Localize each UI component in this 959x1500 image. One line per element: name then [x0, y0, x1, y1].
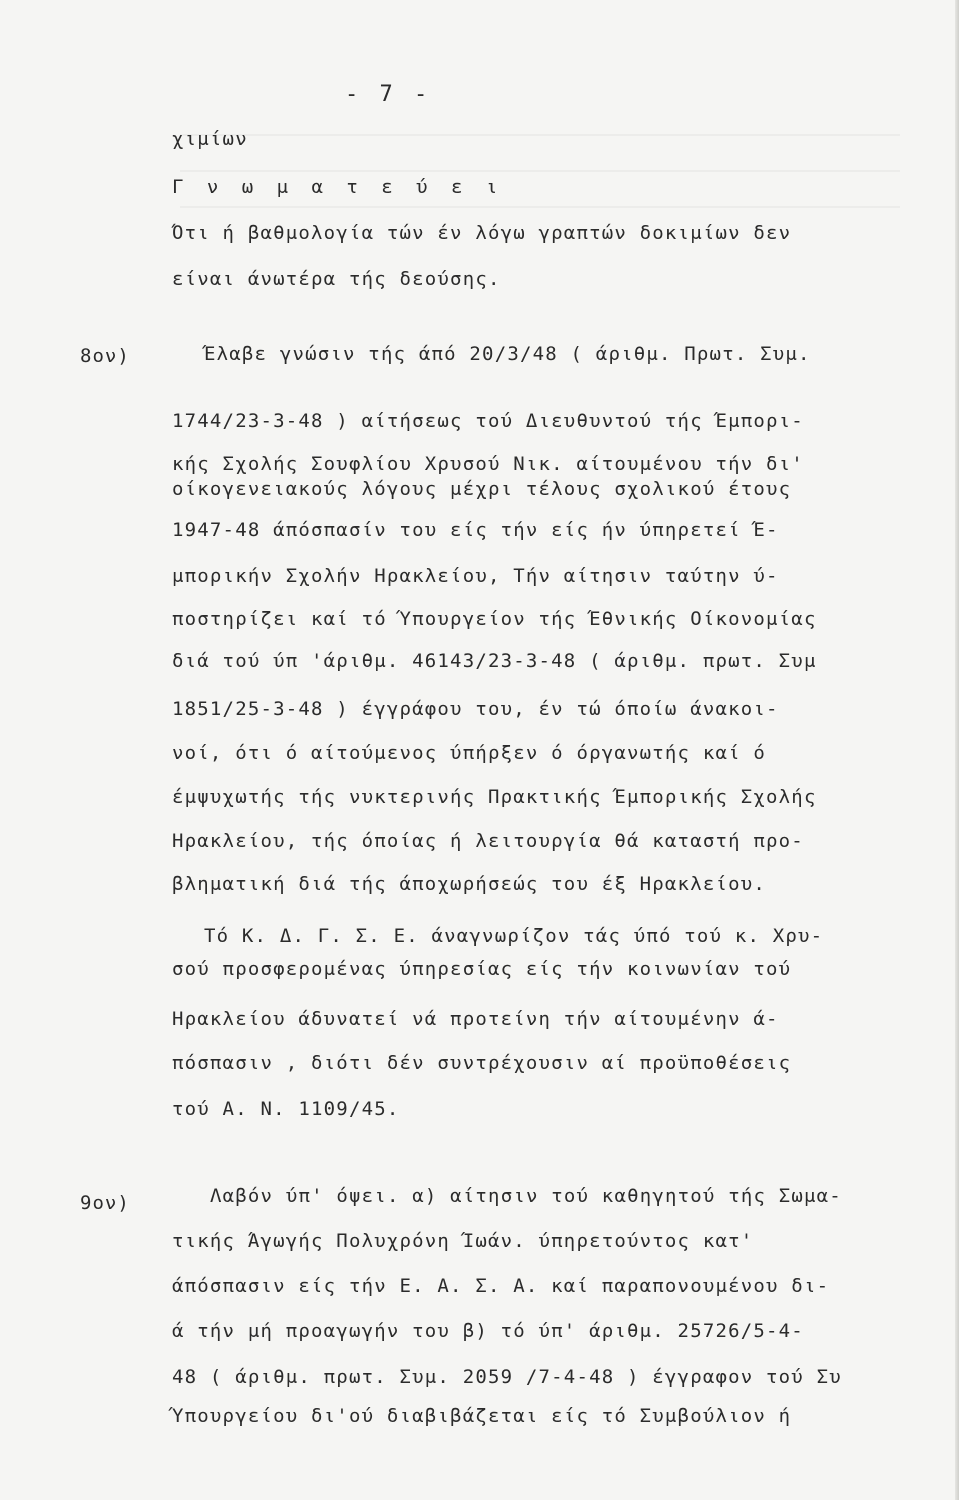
text-line: 1947-48 άπόσπασίν του είς τήν είς ήν ύπηρετεί Έ- — [172, 519, 779, 541]
text-line: είναι άνωτέρα τής δεούσης. — [172, 268, 501, 290]
text-line: Λαβόν ύπ' όψει. α) αίτησιν τού καθηγητού τής Σωμα- — [210, 1185, 842, 1207]
text-line: χιμίων — [172, 128, 248, 150]
page-edge — [955, 0, 959, 1500]
heading-gnomatevei: Γ ν ω μ α τ ε ύ ε ι — [172, 176, 504, 198]
text-line: ά τήν μή προαγωγήν του β) τό ύπ' άριθμ. 25726/5-4- — [172, 1320, 804, 1342]
text-line: 1851/25-3-48 ) έγγράφου του, έν τώ όποίω άνακοι- — [172, 698, 779, 720]
text-line: οίκογενειακούς λόγους μέχρι τέλους σχολικού έτους — [172, 478, 792, 500]
text-line: κής Σχολής Σουφλίου Χρυσού Νικ. αίτουμένου τήν δι' — [172, 453, 804, 475]
text-line: τού Α. Ν. 1109/45. — [172, 1098, 400, 1120]
text-line: μπορικήν Σχολήν Ηρακλείου, Τήν αίτησιν ταύτην ύ- — [172, 565, 779, 587]
text-line: έμψυχωτής τής νυκτερινής Πρακτικής Έμπορικής Σχολής — [172, 786, 817, 808]
text-line: νοί, ότι ό αίτούμενος ύπήρξεν ό όργανωτής καί ό — [172, 742, 767, 764]
text-line: άπόσπασιν είς τήν Ε. Α. Σ. Α. καί παραπονουμένου δι- — [172, 1275, 830, 1297]
text-line: ποστηρίζει καί τό Ύπουργείον τής Έθνικής Οίκονομίας — [172, 608, 817, 630]
text-line: Ηρακλείου, τής όποίας ή λειτουργία θά καταστή προ- — [172, 830, 804, 852]
item-number-9: 9ον) — [80, 1192, 130, 1214]
text-line: πόσπασιν , διότι δέν συντρέχουσιν αί προϋποθέσεις — [172, 1052, 792, 1074]
text-line: σού προσφερομένας ύπηρεσίας είς τήν κοινωνίαν τού — [172, 958, 792, 980]
text-line: Έλαβε γνώσιν τής άπό 20/3/48 ( άριθμ. Πρωτ. Συμ. — [204, 343, 811, 365]
page-number: - 7 - — [345, 82, 432, 107]
text-line: Ότι ή βαθμολογία τών έν λόγω γραπτών δοκιμίων δεν — [172, 222, 792, 244]
text-line: 48 ( άριθμ. πρωτ. Συμ. 2059 /7-4-48 ) έγγραφον τού Συ — [172, 1366, 842, 1388]
text-line: διά τού ύπ 'άριθμ. 46143/23-3-48 ( άριθμ. πρωτ. Συμ — [172, 650, 817, 672]
text-line: 1744/23-3-48 ) αίτήσεως τού Διευθυντού τής Έμπορι- — [172, 410, 804, 432]
text-line: Ύπουργείου δι'ού διαβιβάζεται είς τό Συμβούλιον ή — [172, 1405, 792, 1427]
text-line: Τό Κ. Δ. Γ. Σ. Ε. άναγνωρίζον τάς ύπό τού κ. Χρυ- — [204, 925, 824, 947]
text-line: βληματική διά τής άποχωρήσεώς του έξ Ηρακλείου. — [172, 873, 767, 895]
item-number-8: 8ον) — [80, 345, 130, 367]
text-line: Ηρακλείου άδυνατεί νά προτείνη τήν αίτουμένην ά- — [172, 1008, 779, 1030]
text-line: τικής Άγωγής Πολυχρόνη Ίωάν. ύπηρετούντος κατ' — [172, 1230, 754, 1252]
